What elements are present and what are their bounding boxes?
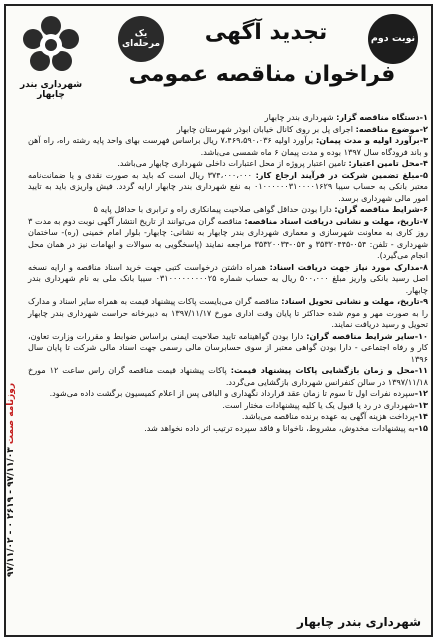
clause-2: ۲-موضوع مناقصه: اجرای پل بر روی کانال خیابان ابوذر شهرستان چابهار [176, 123, 428, 134]
clause-5: ۵-مبلغ تضمین شرکت در فرآیند ارجاع کار: ۳۷۴،۰۰۰،۰۰۰ ریال است که باید به صورت نقدی و یا ضمانت‌نامه معتبر بانکی به حساب سیبا ۰۱۰۰۰۰۰۰۳۱۰۰۰۰۱۶۲۹ به نفع شهرداری بندر چابهار ارایه گردد. فیش واریزی باید به تایید امور مالی شهرداری برسد. [28, 169, 428, 203]
notice-subtitle: فراخوان مناقصه عمومی [128, 62, 396, 87]
notice-page [4, 4, 433, 637]
clause-11: ۱۱-محل و زمان بازگشایی پاکات پیشنهاد قیمت: پاکات پیشنهاد قیمت مناقصه گران راس ساعت ۱۲ مورخ ۱۳۹۷/۱۱/۱۸ در سالن کنفرانس شهرداری بازگشایی می‌گردد. [28, 365, 428, 387]
stage-badge: یک مرحله‌ای [118, 16, 164, 62]
clause-6: ۶-شرایط مناقصه گران: دارا بودن حداقل گواهی صلاحیت پیمانکاری راه و ترابری با حداقل پایه ۵ [93, 204, 428, 214]
newspaper-code: ۹۷/۱۱/۰۳ - ۲۶۱۹ ۰ - ۹۷/۱۱/۰۲ [6, 447, 16, 578]
clause-13: ۱۳-شهرداری در رد یا قبول یک یا کلیه پیشنهادات مختار است. [222, 399, 428, 410]
clause-14: ۱۴-پرداخت هزینه آگهی به عهده برنده مناقصه می‌باشد. [241, 411, 428, 421]
newspaper-strip [4, 330, 18, 630]
clause-7: ۷-تاریخ، مهلت و نشانی دریافت اسناد مناقصه: مناقصه گران می‌توانند از تاریخ انتشار آگهی نوبت دوم به مدت ۳ روز کاری به معاونت شهرسازی و معماری شهرداری بندر چابهار به نشانی: چابهار- بلوار امام خمینی (ره)- ساختمان شهرداری - تلفن: ۰۵۴-۳۵۳۲۰۴۴۵ و ۰۵۴-۳۵۳۲۰۰۳۴ مراجعه نمایند (پاسخگویی به سوالات و ابهامات نیز در همان محل انجام می‌گیرد). [28, 215, 428, 260]
notice-title: تجدید آگهی [204, 20, 328, 45]
clause-1: ۱-دستگاه مناقصه گزار: شهرداری بندر چابهار [264, 112, 428, 122]
clause-9: ۹-تاریخ، مهلت و نشانی تحویل اسناد: مناقصه گران می‌بایست پاکات پیشنهاد قیمت به همراه سایر اسناد و مدارک را به صورت مهر و موم شده حداکثر تا پایان وقت اداری مورخ ۱۳۹۷/۱۱/۱۷ به دبیرخانه حراست شهرداری بندر چابهار تحویل و رسید دریافت نمایند. [28, 296, 429, 329]
clause-12: ۱۲-سپرده نفرات اول تا سوم تا زمان عقد قرارداد نگهداری و الباقی پس از اعلام کمیسیون برگشت داده می‌شود. [49, 388, 428, 398]
logo-caption: شهرداری بندر چابهار [19, 80, 83, 100]
notice-signature: شهرداری بندر چابهار [297, 615, 421, 629]
notice-body [28, 112, 428, 434]
clause-8: ۸-مدارک مورد نیاز جهت دریافت اسناد: همراه داشتن درخواست کتبی جهت خرید اسناد مناقصه و ارایه نسخه اصل رسید بانکی واریز مبلغ ۵۰۰،۰۰۰ ریال به حساب شماره ۰۳۱۰۰۰۰۰۰۰۰۰۲۵ سیبا بانک ملی به نام شهرداری بندر چابهار. [28, 261, 428, 295]
clause-15: ۱۵-به پیشنهادات مخدوش، مشروط، ناخوانا و فاقد سپرده ترتیب اثر داده نخواهد شد. [144, 422, 428, 433]
clause-10: ۱۰-سایر شرایط مناقصه گران: دارا بودن گواهینامه تایید صلاحیت ایمنی براساس ضوابط و مقررات وزارت تعاون، کار و رفاه اجتماعی - دارا بودن گواهی معتبر از سوی حسابرسان مالی رسمی جهت اسناد مالی شرکت تا پایان سال ۱۳۹۶ [28, 330, 428, 364]
flower-emblem-icon [20, 14, 82, 76]
clause-3: ۳-برآورد اولیه و مدت پیمان: برآورد اولیه ۷،۴۶۹،۵۹۰،۰۳۶ ریال براساس فهرست بهای واحد پایه رشته راه، راه آهن و باند فرودگاه سال ۱۳۹۷ بوده و مدت پیمان ۶ ماه شمسی می‌باشد. [28, 135, 429, 157]
clause-4: ۴-محل تامین اعتبار: تامین اعتبار پروژه از محل اعتبارات داخلی شهرداری چابهار می‌باشد. [117, 158, 428, 168]
newspaper-brand: روزنامه صمت [6, 382, 16, 445]
turn-badge: نوبت دوم [368, 14, 418, 64]
notice-header [6, 6, 431, 110]
